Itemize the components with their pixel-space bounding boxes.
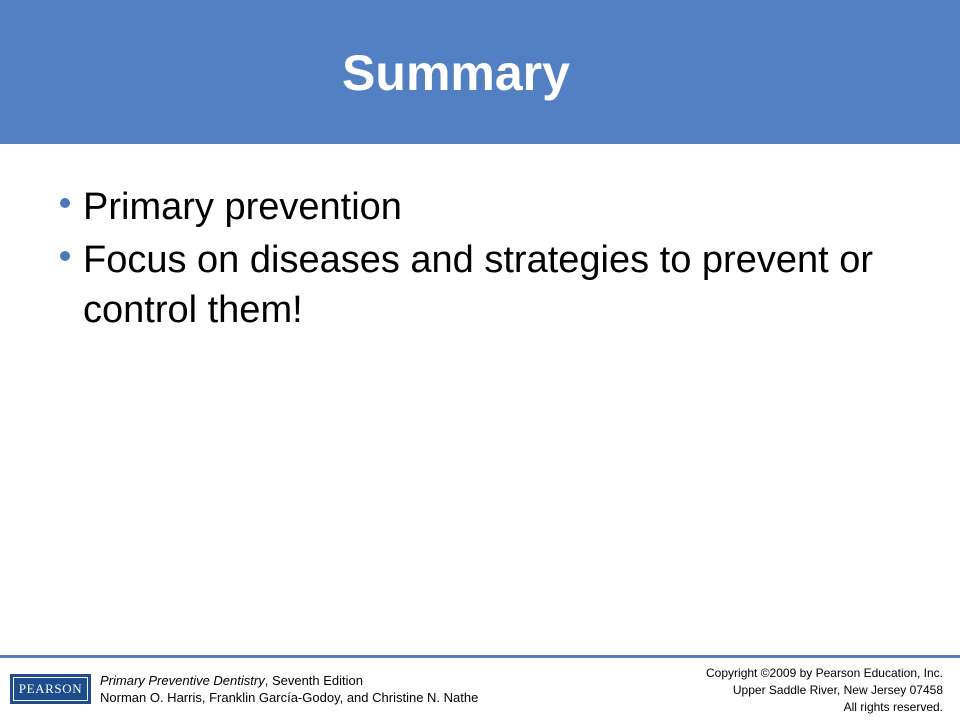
book-title: Primary Preventive Dentistry [100, 673, 265, 688]
footer-divider [0, 655, 960, 658]
slide-title: Summary [342, 45, 570, 101]
bullet-text: Focus on diseases and strategies to prevent or control them! [83, 239, 874, 331]
bullet-text: Primary prevention [83, 186, 402, 228]
copyright-line: Copyright ©2009 by Pearson Education, Inc. [706, 666, 943, 680]
bullet-icon [60, 251, 70, 261]
bullet-item [60, 182, 880, 232]
copyright-notice [706, 665, 943, 716]
bullet-list [60, 182, 880, 338]
book-edition: , Seventh Edition [264, 673, 364, 688]
book-citation [100, 672, 478, 706]
bullet-icon [60, 198, 70, 208]
bullet-item [60, 235, 880, 335]
book-authors: Norman O. Harris, Franklin García-Godoy, and Christine N. Nathe [100, 690, 479, 705]
pearson-logo-text: PEARSON [13, 677, 88, 701]
book-title-line [100, 672, 478, 689]
publisher-address: Upper Saddle River, New Jersey 07458 [732, 683, 943, 697]
rights-reserved: All rights reserved. [843, 700, 943, 714]
pearson-logo [10, 674, 91, 704]
